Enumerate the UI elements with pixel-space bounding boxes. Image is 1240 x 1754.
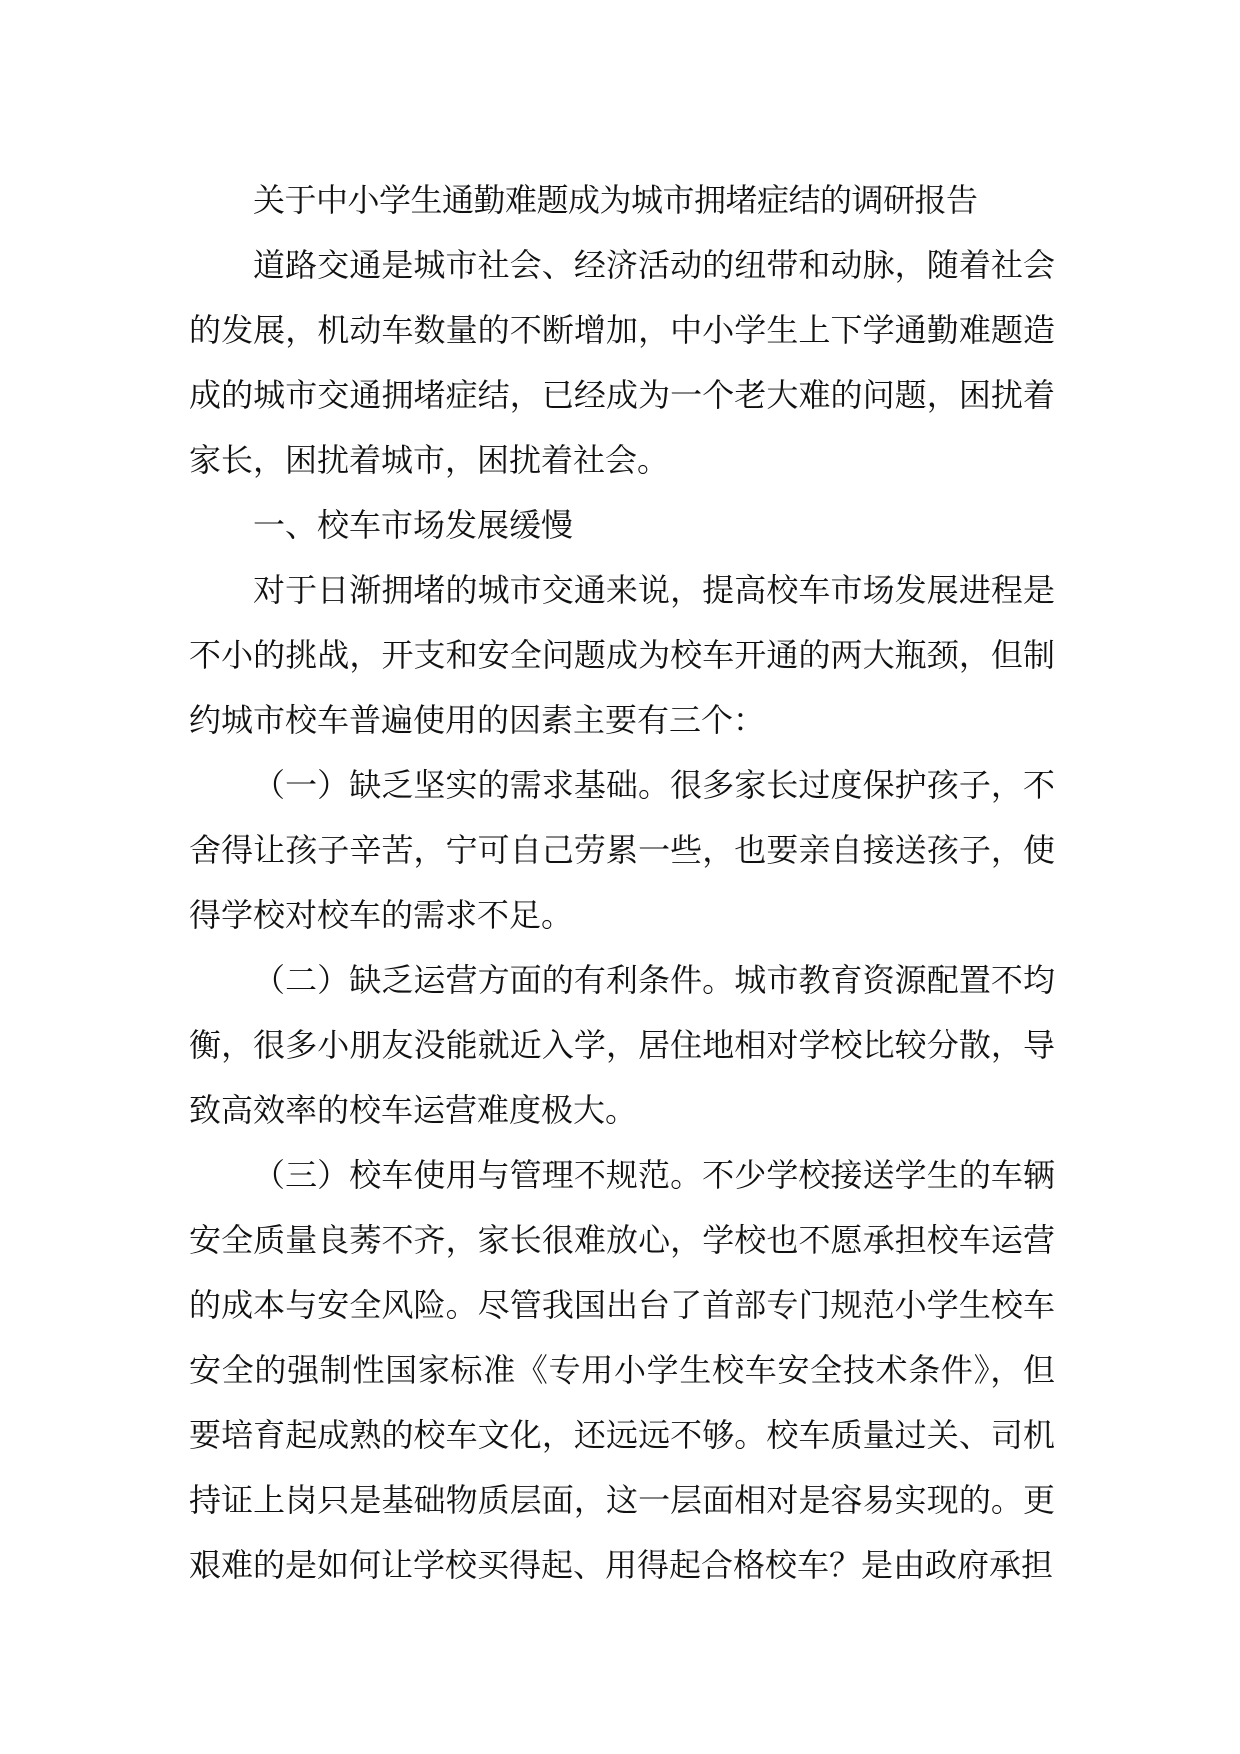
point-one-paragraph: （一）缺乏坚实的需求基础。很多家长过度保护孩子，不舍得让孩子辛苦，宁可自己劳累一些，也要亲自接送孩子，使得学校对校车的需求不足。 (189, 766, 1055, 934)
point-two-paragraph: （二）缺乏运营方面的有利条件。城市教育资源配置不均衡，很多小朋友没能就近入学，居住地相对学校比较分散，导致高效率的校车运营难度极大。 (189, 961, 1055, 1129)
intro-paragraph: 道路交通是城市社会、经济活动的纽带和动脉，随着社会的发展，机动车数量的不断增加，中小学生上下学通勤难题造成的城市交通拥堵症结，已经成为一个老大难的问题，困扰着家长，困扰着城市，困扰着社会。 (189, 246, 1055, 479)
section-heading: 一、校车市场发展缓慢 (253, 506, 574, 544)
section-intro-paragraph: 对于日渐拥堵的城市交通来说，提高校车市场发展进程是不小的挑战，开支和安全问题成为校车开通的两大瓶颈，但制约城市校车普遍使用的因素主要有三个： (189, 571, 1055, 739)
document-title: 关于中小学生通勤难题成为城市拥堵症结的调研报告 (253, 181, 978, 219)
point-three-paragraph: （三）校车使用与管理不规范。不少学校接送学生的车辆安全质量良莠不齐，家长很难放心，学校也不愿承担校车运营的成本与安全风险。尽管我国出台了首部专门规范小学生校车安全的强制性国家标准《专用小学生校车安全技术条件》，但要培育起成熟的校车文化，还远远不够。校车质量过关、司机持证上岗只是基础物质层面，这一层面相对是容易实现的。更艰难的是如何让学校买得起、用得起合格校车？是由政府承担 (189, 1156, 1055, 1584)
document-page (189, 168, 1055, 1598)
